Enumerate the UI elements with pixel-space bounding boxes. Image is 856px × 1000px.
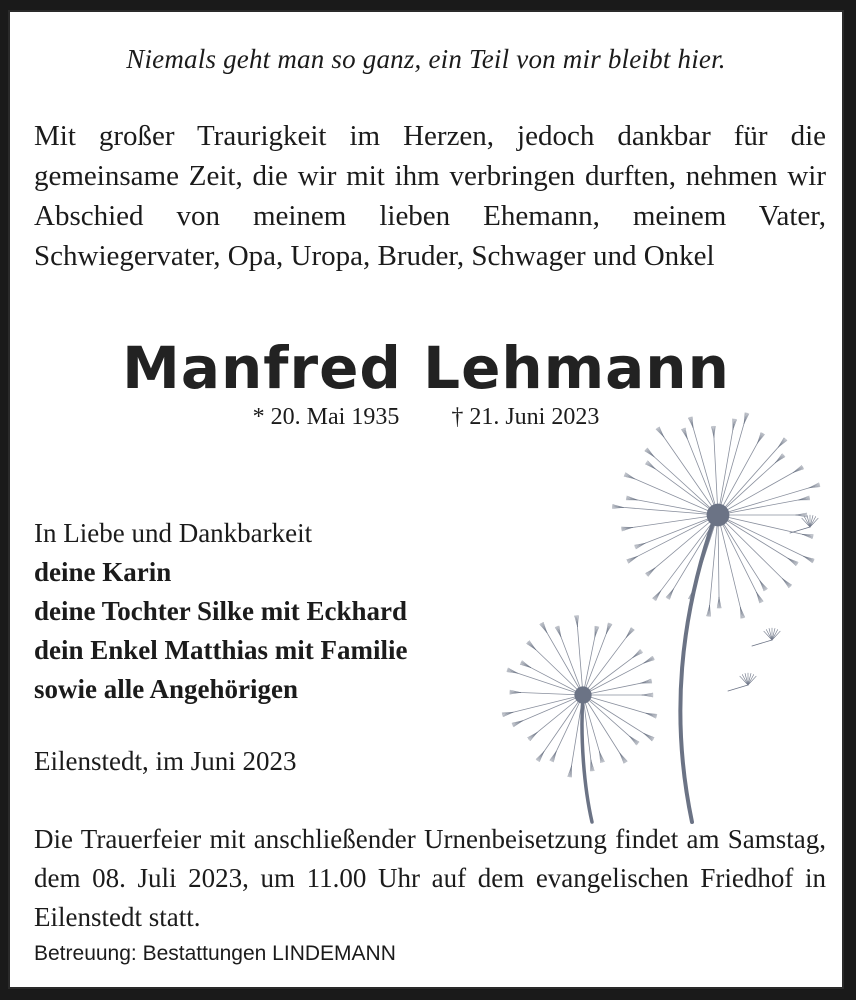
place-date: Eilenstedt, im Juni 2023 [34,746,297,776]
signers-lead: In Liebe und Dankbarkeit [34,518,313,548]
dandelion-icon [480,397,830,827]
funeral-home: Betreuung: Bestattungen LINDEMANN [34,942,396,965]
signers [34,514,408,709]
death-date: † 21. Juni 2023 [451,404,600,430]
deceased-name: Manfred Lehmann [122,334,730,402]
funeral-info: Die Trauerfeier mit anschließender Urnenbeisetzung findet am Samstag, dem 08. Juli 2023, um 11.00 Uhr auf dem evangelischen Friedhof in Eilenstedt statt. [34,824,826,932]
signer-line: deine Karin [34,557,172,587]
birth-date: * 20. Mai 1935 [252,404,400,430]
obituary-notice [8,10,844,989]
intro-text: Mit großer Traurigkeit im Herzen, jedoch dankbar für die gemeinsame Zeit, die wir mit ihm verbringen durften, nehmen wir Abschied von meinem lieben Ehemann, meinem Vater, Schwiegervater, Opa, Uropa, Bruder, Schwager und Onkel [34,120,826,272]
signer-line: dein Enkel Matthias mit Familie [34,635,408,665]
signer-line: deine Tochter Silke mit Eckhard [34,596,408,626]
signer-line: sowie alle Angehörigen [34,674,298,704]
motto: Niemals geht man so ganz, ein Teil von mir bleibt hier. [126,44,726,74]
